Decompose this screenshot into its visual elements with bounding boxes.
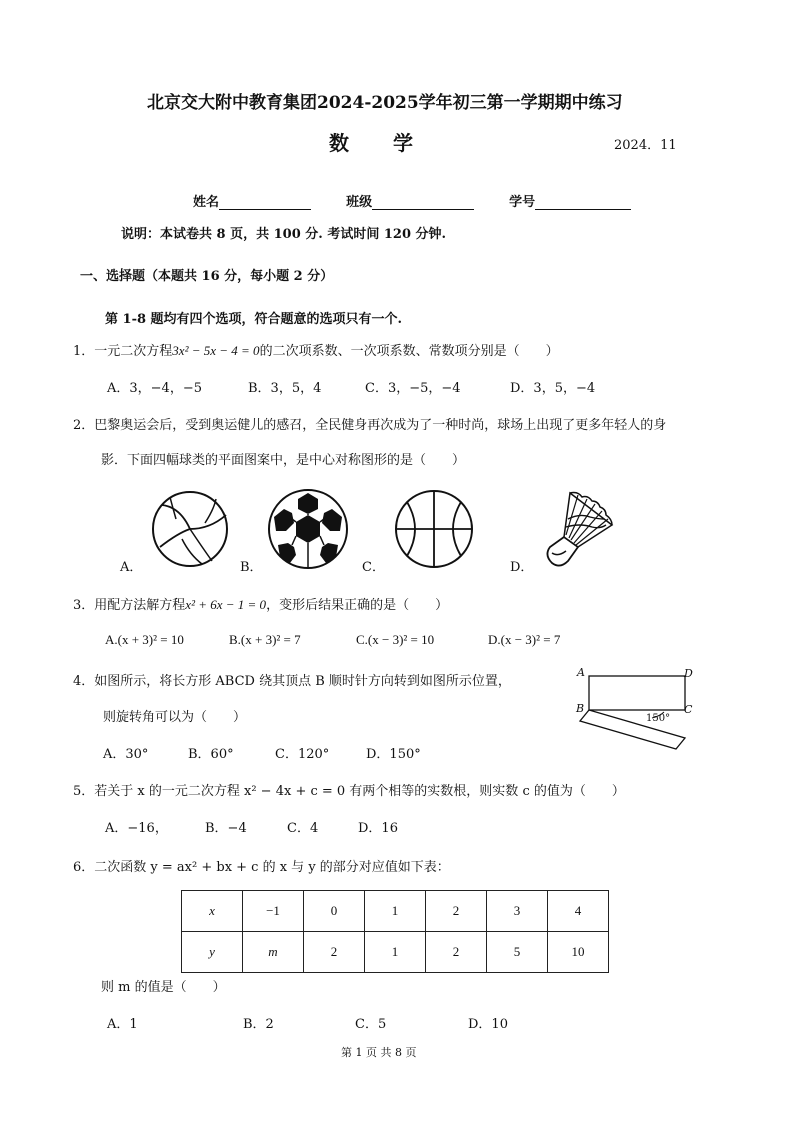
question-number: 1．	[73, 344, 95, 359]
section-instruction: 第 1-8 题均有四个选项，符合题意的选项只有一个.	[105, 312, 403, 327]
table-cell: 10	[548, 932, 609, 973]
question-4-line2: 则旋转角可以为（ ）	[103, 710, 247, 725]
q4-option-a[interactable]: A．30°	[103, 747, 149, 762]
q6-option-d[interactable]: D．10	[468, 1017, 508, 1032]
table-cell: 5	[487, 932, 548, 973]
question-4	[73, 670, 511, 689]
equation: 3x² − 5x − 4 = 0	[172, 343, 260, 358]
question-text: 如图所示，将长方形 ABCD 绕其顶点 B 顺时针方向转到如图所示位置，	[94, 674, 511, 689]
q3-option-d[interactable]: D.(x − 3)² = 7	[488, 632, 561, 647]
question-number: 3．	[73, 598, 95, 613]
question-2	[73, 414, 666, 433]
question-number: 4．	[73, 674, 95, 689]
q3-option-a[interactable]: A.(x + 3)² = 10	[105, 632, 184, 647]
q5-option-c[interactable]: C．4	[287, 821, 319, 836]
question-text: 若关于 x 的一元二次方程 x² − 4x + c = 0 有两个相等的实数根，则实数 c 的值为（ ）	[94, 784, 625, 799]
q5-option-b[interactable]: B．−4	[205, 821, 247, 836]
question-6-ask: 则 m 的值是（ ）	[101, 980, 226, 995]
table-cell: 3	[487, 891, 548, 932]
shuttlecock-icon	[540, 489, 616, 569]
question-text: 巴黎奥运会后，受到奥运健儿的感召，全民健身再次成为了一种时尚，球场上出现了更多年轻人的身	[94, 418, 667, 433]
table-cell: −1	[243, 891, 304, 932]
question-text: 二次函数 y = ax² + bx + c 的 x 与 y 的部分对应值如下表：	[94, 860, 450, 875]
question-text: 的二次项系数、一次项系数、常数项分别是（ ）	[259, 344, 559, 359]
id-blank[interactable]	[535, 195, 631, 210]
class-blank[interactable]	[372, 195, 474, 210]
q4-option-c[interactable]: C．120°	[275, 747, 330, 762]
table-row-y	[182, 932, 609, 973]
table-cell: 1	[365, 932, 426, 973]
equation: x² + 6x − 1 = 0	[185, 597, 267, 612]
id-label: 学号	[509, 195, 536, 210]
q6-option-b[interactable]: B．2	[243, 1017, 274, 1032]
table-cell: m	[243, 932, 304, 973]
question-3	[73, 594, 448, 613]
exam-title: 北京交大附中教育集团2024-2025学年初三第一学期期中练习	[147, 93, 623, 113]
exam-date: 2024．11	[614, 138, 677, 153]
subject-title: 数学	[329, 131, 457, 155]
q4-option-b[interactable]: B．60°	[188, 747, 234, 762]
vertex-d-label: D	[684, 667, 693, 680]
section-heading: 一、选择题（本题共 16 分，每小题 2 分）	[80, 269, 334, 284]
basketball-icon	[393, 488, 475, 570]
question-text: 用配方法解方程	[94, 598, 186, 613]
q5-option-d[interactable]: D．16	[358, 821, 398, 836]
student-info-row	[193, 191, 631, 210]
values-table	[181, 890, 609, 973]
question-text: ，变形后结果正确的是（ ）	[266, 598, 449, 613]
table-cell: 4	[548, 891, 609, 932]
rectangle-abcd	[589, 676, 685, 710]
angle-label: 150°	[646, 713, 671, 724]
soccer-ball-icon	[266, 487, 350, 571]
vertex-a-label: A	[577, 666, 585, 679]
question-6	[73, 856, 450, 875]
table-cell: 2	[304, 932, 365, 973]
question-1	[73, 340, 559, 359]
table-cell: y	[182, 932, 243, 973]
q1-option-c[interactable]: C．3，−5，−4	[365, 381, 461, 396]
exam-note: 说明：本试卷共 8 页，共 100 分. 考试时间 120 分钟.	[121, 227, 447, 242]
question-5	[73, 780, 625, 799]
question-number: 6．	[73, 860, 95, 875]
q2-label-a[interactable]: A．	[120, 560, 143, 575]
volleyball-icon	[150, 489, 230, 569]
question-2-line2: 影．下面四幅球类的平面图案中，是中心对称图形的是（ ）	[101, 453, 466, 468]
class-label: 班级	[346, 195, 373, 210]
page-footer: 第 1 页 共 8 页	[341, 1046, 417, 1059]
rotation-figure	[572, 662, 702, 752]
q1-option-d[interactable]: D．3，5，−4	[510, 381, 596, 396]
q1-option-a[interactable]: A．3，−4，−5	[107, 381, 202, 396]
q2-label-b[interactable]: B．	[240, 560, 263, 575]
q4-option-d[interactable]: D．150°	[366, 747, 421, 762]
q2-label-c[interactable]: C．	[362, 560, 385, 575]
name-label: 姓名	[193, 195, 220, 210]
q3-option-b[interactable]: B.(x + 3)² = 7	[229, 632, 301, 647]
question-number: 5．	[73, 784, 95, 799]
table-cell: 0	[304, 891, 365, 932]
q6-option-a[interactable]: A．1	[107, 1017, 138, 1032]
question-number: 2．	[73, 418, 95, 433]
vertex-c-label: C	[684, 703, 693, 716]
table-cell: x	[182, 891, 243, 932]
vertex-b-label: B	[576, 702, 585, 715]
q2-label-d[interactable]: D．	[510, 560, 534, 575]
table-cell: 2	[426, 932, 487, 973]
table-row-x	[182, 891, 609, 932]
q1-option-b[interactable]: B．3，5，4	[248, 381, 322, 396]
q3-option-c[interactable]: C.(x − 3)² = 10	[356, 632, 435, 647]
name-blank[interactable]	[219, 195, 311, 210]
table-cell: 2	[426, 891, 487, 932]
question-text: 一元二次方程	[94, 344, 173, 359]
q6-option-c[interactable]: C．5	[355, 1017, 387, 1032]
table-cell: 1	[365, 891, 426, 932]
q5-option-a[interactable]: A．−16，	[105, 821, 168, 836]
